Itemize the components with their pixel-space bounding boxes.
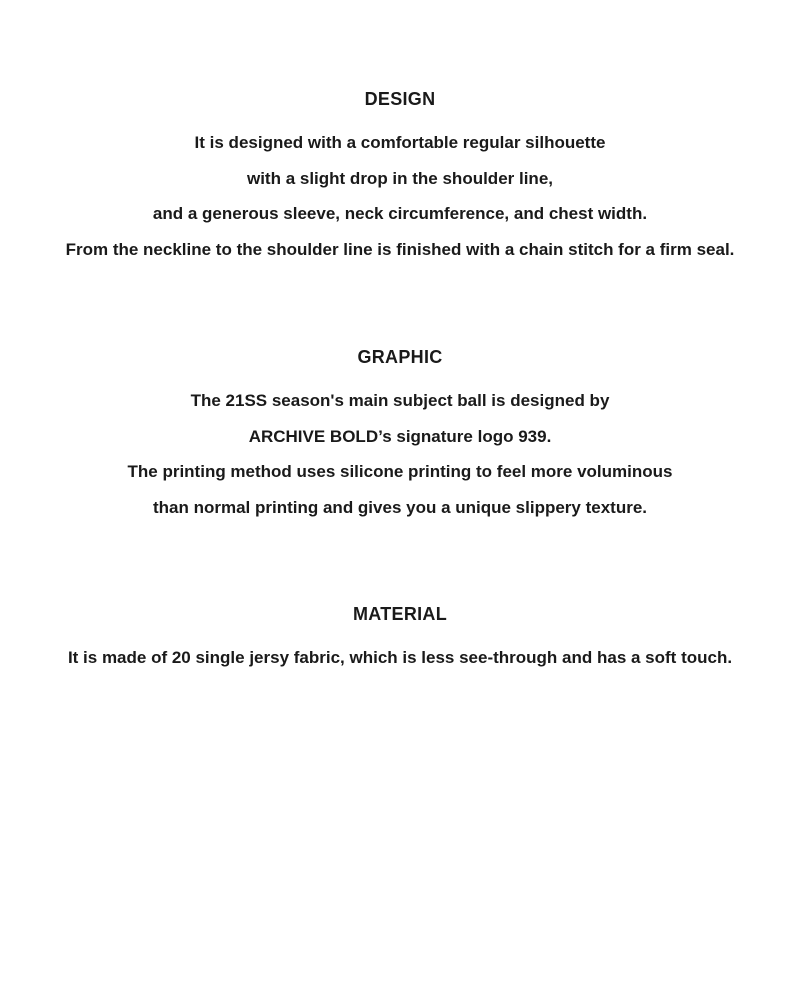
design-line: From the neckline to the shoulder line is finished with a chain stitch for a firm seal. (65, 239, 735, 259)
graphic-line: than normal printing and gives you a unique slippery texture. (152, 497, 648, 517)
graphic-line: ARCHIVE BOLD’s signature logo 939. (248, 426, 552, 446)
material-description (0, 640, 800, 676)
material-heading: MATERIAL (352, 604, 448, 624)
design-section (0, 88, 800, 267)
graphic-line: The 21SS season's main subject ball is designed by (190, 391, 610, 410)
design-line: and a generous sleeve, neck circumference, and chest width. (152, 204, 648, 223)
graphic-description (0, 383, 800, 525)
design-line: It is designed with a comfortable regular silhouette (194, 133, 606, 152)
design-line: with a slight drop in the shoulder line, (246, 168, 553, 188)
material-line: It is made of 20 single jersy fabric, which is less see-through and has a soft touch. (67, 648, 733, 667)
graphic-section (0, 346, 800, 525)
design-heading: DESIGN (364, 89, 436, 109)
graphic-heading: GRAPHIC (357, 347, 443, 367)
graphic-line: The printing method uses silicone printing to feel more voluminous (127, 462, 673, 481)
design-description (0, 125, 800, 267)
material-section (0, 603, 800, 676)
